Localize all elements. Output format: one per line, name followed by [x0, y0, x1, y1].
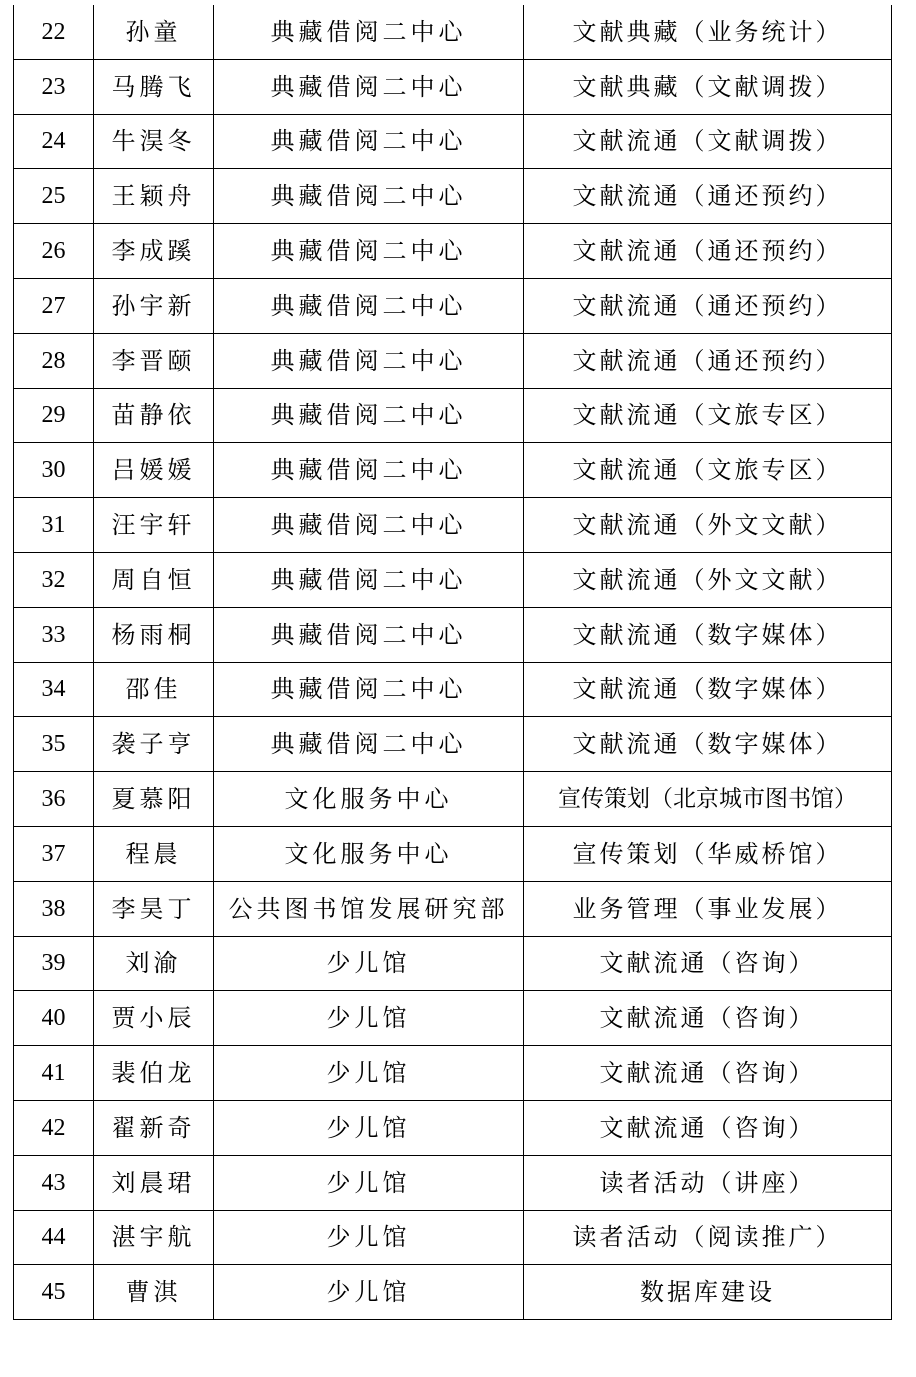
- department-cell: 典藏借阅二中心: [214, 333, 524, 388]
- table-row: [14, 333, 892, 388]
- name-cell: 周自恒: [94, 552, 214, 607]
- name-cell: 邵佳: [94, 662, 214, 717]
- department-cell: 文化服务中心: [214, 826, 524, 881]
- table-row: [14, 1210, 892, 1265]
- name-cell: 苗静依: [94, 388, 214, 443]
- table-row: [14, 388, 892, 443]
- table-row: [14, 1100, 892, 1155]
- name-cell: 李成蹊: [94, 224, 214, 279]
- table-row: [14, 826, 892, 881]
- row-number-cell: 44: [14, 1210, 94, 1265]
- table-row: [14, 1046, 892, 1101]
- position-cell: 文献流通（文献调拨）: [524, 114, 892, 169]
- position-cell: 文献流通（数字媒体）: [524, 607, 892, 662]
- table-row: [14, 936, 892, 991]
- department-cell: 少儿馆: [214, 1046, 524, 1101]
- row-number-cell: 43: [14, 1155, 94, 1210]
- row-number-cell: 28: [14, 333, 94, 388]
- department-cell: 典藏借阅二中心: [214, 224, 524, 279]
- row-number-cell: 45: [14, 1265, 94, 1320]
- table-row: [14, 552, 892, 607]
- position-cell: 文献典藏（业务统计）: [524, 5, 892, 59]
- position-cell: 文献流通（通还预约）: [524, 224, 892, 279]
- table-row: [14, 5, 892, 59]
- table-row: [14, 1155, 892, 1210]
- row-number-cell: 23: [14, 59, 94, 114]
- position-cell: 数据库建设: [524, 1265, 892, 1320]
- name-cell: 裴伯龙: [94, 1046, 214, 1101]
- position-cell: 文献流通（通还预约）: [524, 333, 892, 388]
- row-number-cell: 39: [14, 936, 94, 991]
- department-cell: 少儿馆: [214, 1100, 524, 1155]
- row-number-cell: 25: [14, 169, 94, 224]
- department-cell: 典藏借阅二中心: [214, 5, 524, 59]
- position-cell: 文献流通（文旅专区）: [524, 443, 892, 498]
- position-cell: 文献流通（数字媒体）: [524, 662, 892, 717]
- position-cell: 文献流通（咨询）: [524, 1046, 892, 1101]
- department-cell: 少儿馆: [214, 1265, 524, 1320]
- department-cell: 典藏借阅二中心: [214, 662, 524, 717]
- position-cell: 业务管理（事业发展）: [524, 881, 892, 936]
- table-row: [14, 224, 892, 279]
- name-cell: 刘晨珺: [94, 1155, 214, 1210]
- department-cell: 公共图书馆发展研究部: [214, 881, 524, 936]
- name-cell: 吕媛媛: [94, 443, 214, 498]
- position-cell: 宣传策划（北京城市图书馆）: [524, 772, 892, 827]
- row-number-cell: 40: [14, 991, 94, 1046]
- position-cell: 文献流通（咨询）: [524, 936, 892, 991]
- table-row: [14, 991, 892, 1046]
- table-row: [14, 114, 892, 169]
- name-cell: 湛宇航: [94, 1210, 214, 1265]
- department-cell: 典藏借阅二中心: [214, 498, 524, 553]
- position-cell: 文献流通（外文文献）: [524, 498, 892, 553]
- row-number-cell: 27: [14, 278, 94, 333]
- department-cell: 少儿馆: [214, 1155, 524, 1210]
- position-cell: 文献流通（咨询）: [524, 991, 892, 1046]
- department-cell: 典藏借阅二中心: [214, 443, 524, 498]
- table-row: [14, 1265, 892, 1320]
- name-cell: 曹淇: [94, 1265, 214, 1320]
- row-number-cell: 32: [14, 552, 94, 607]
- name-cell: 程晨: [94, 826, 214, 881]
- department-cell: 少儿馆: [214, 991, 524, 1046]
- position-cell: 文献流通（通还预约）: [524, 278, 892, 333]
- name-cell: 李昊丁: [94, 881, 214, 936]
- name-cell: 王颖舟: [94, 169, 214, 224]
- row-number-cell: 29: [14, 388, 94, 443]
- table-row: [14, 881, 892, 936]
- table-row: [14, 717, 892, 772]
- name-cell: 杨雨桐: [94, 607, 214, 662]
- row-number-cell: 22: [14, 5, 94, 59]
- row-number-cell: 42: [14, 1100, 94, 1155]
- row-number-cell: 26: [14, 224, 94, 279]
- position-cell: 文献流通（咨询）: [524, 1100, 892, 1155]
- table-row: [14, 607, 892, 662]
- table-body: [14, 5, 892, 1320]
- position-cell: 宣传策划（华威桥馆）: [524, 826, 892, 881]
- staff-list-table: [13, 5, 892, 1320]
- table-row: [14, 772, 892, 827]
- department-cell: 典藏借阅二中心: [214, 59, 524, 114]
- row-number-cell: 35: [14, 717, 94, 772]
- row-number-cell: 38: [14, 881, 94, 936]
- name-cell: 贾小辰: [94, 991, 214, 1046]
- position-cell: 文献流通（通还预约）: [524, 169, 892, 224]
- name-cell: 汪宇轩: [94, 498, 214, 553]
- name-cell: 孙童: [94, 5, 214, 59]
- position-cell: 文献典藏（文献调拨）: [524, 59, 892, 114]
- position-cell: 文献流通（文旅专区）: [524, 388, 892, 443]
- row-number-cell: 41: [14, 1046, 94, 1101]
- department-cell: 典藏借阅二中心: [214, 278, 524, 333]
- name-cell: 牛淏冬: [94, 114, 214, 169]
- department-cell: 典藏借阅二中心: [214, 169, 524, 224]
- position-cell: 读者活动（讲座）: [524, 1155, 892, 1210]
- position-cell: 文献流通（数字媒体）: [524, 717, 892, 772]
- department-cell: 典藏借阅二中心: [214, 717, 524, 772]
- name-cell: 夏慕阳: [94, 772, 214, 827]
- name-cell: 李晋颐: [94, 333, 214, 388]
- department-cell: 典藏借阅二中心: [214, 552, 524, 607]
- name-cell: 袭子亨: [94, 717, 214, 772]
- department-cell: 典藏借阅二中心: [214, 607, 524, 662]
- table-row: [14, 443, 892, 498]
- name-cell: 孙宇新: [94, 278, 214, 333]
- name-cell: 翟新奇: [94, 1100, 214, 1155]
- row-number-cell: 33: [14, 607, 94, 662]
- row-number-cell: 34: [14, 662, 94, 717]
- department-cell: 少儿馆: [214, 936, 524, 991]
- department-cell: 典藏借阅二中心: [214, 388, 524, 443]
- table-row: [14, 169, 892, 224]
- row-number-cell: 37: [14, 826, 94, 881]
- name-cell: 刘渝: [94, 936, 214, 991]
- table-row: [14, 59, 892, 114]
- table-row: [14, 662, 892, 717]
- department-cell: 典藏借阅二中心: [214, 114, 524, 169]
- department-cell: 少儿馆: [214, 1210, 524, 1265]
- row-number-cell: 24: [14, 114, 94, 169]
- table-row: [14, 278, 892, 333]
- department-cell: 文化服务中心: [214, 772, 524, 827]
- row-number-cell: 30: [14, 443, 94, 498]
- row-number-cell: 31: [14, 498, 94, 553]
- name-cell: 马腾飞: [94, 59, 214, 114]
- position-cell: 文献流通（外文文献）: [524, 552, 892, 607]
- table-row: [14, 498, 892, 553]
- position-cell: 读者活动（阅读推广）: [524, 1210, 892, 1265]
- row-number-cell: 36: [14, 772, 94, 827]
